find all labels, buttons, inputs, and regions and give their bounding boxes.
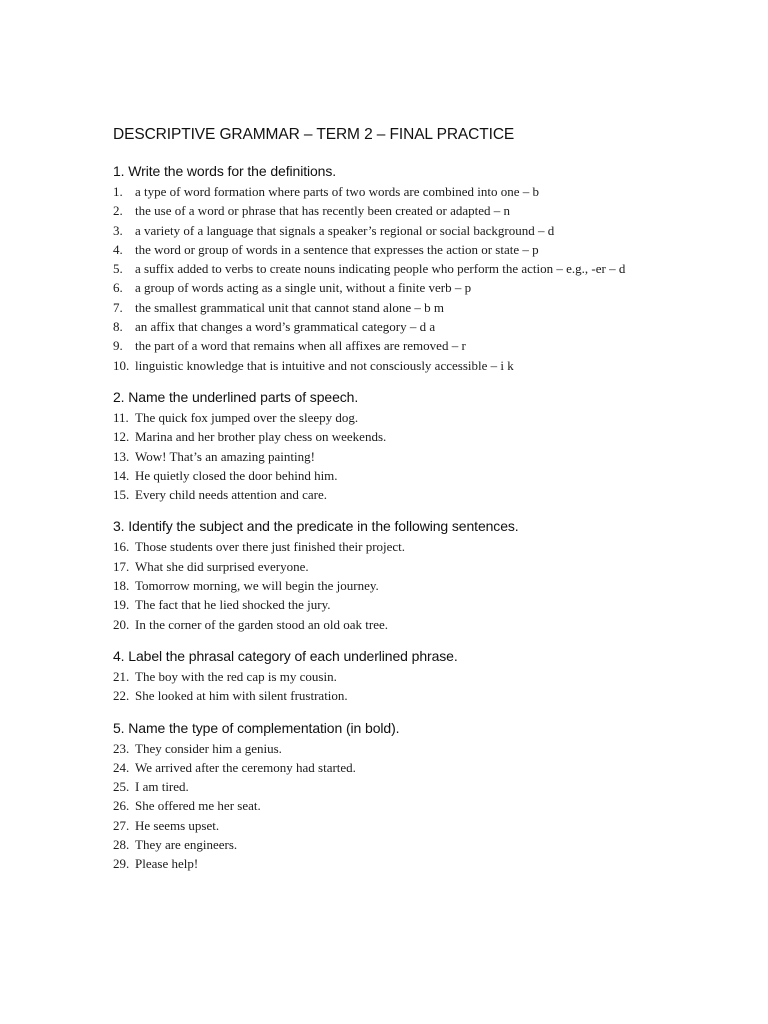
question-item (113, 259, 658, 278)
question-number: 29. (113, 856, 130, 872)
question-number: 8. (113, 319, 123, 335)
question-number: 15. (113, 487, 130, 503)
question-number: 24. (113, 759, 130, 775)
question-number: 9. (113, 338, 123, 354)
question-item (113, 557, 658, 576)
question-list (113, 182, 658, 375)
question-item (113, 835, 658, 854)
sections-container (113, 160, 658, 874)
document-title: DESCRIPTIVE GRAMMAR – TERM 2 – FINAL PRACTICE (113, 126, 515, 143)
question-text: The quick fox jumped over the sleepy dog. (135, 409, 359, 425)
section-1 (113, 160, 658, 375)
question-text: The fact that he lied shocked the jury. (135, 597, 331, 613)
section-5 (113, 717, 658, 874)
question-text: a group of words acting as a single unit, without a finite verb – p (135, 280, 472, 296)
question-text: The boy with the red cap is my cousin. (135, 668, 337, 684)
question-text: Please help! (135, 856, 199, 872)
section-heading: 2. Name the underlined parts of speech. (113, 388, 359, 405)
question-number: 21. (113, 668, 130, 684)
question-item (113, 201, 658, 220)
question-text: an affix that changes a word’s grammatical category – d a (135, 319, 436, 335)
question-number: 2. (113, 203, 123, 219)
question-item (113, 221, 658, 240)
question-text: Every child needs attention and care. (135, 487, 328, 503)
question-item (113, 686, 658, 705)
question-item (113, 427, 658, 446)
question-number: 17. (113, 558, 130, 574)
question-list (113, 667, 658, 706)
section-heading: 5. Name the type of complementation (in bold). (113, 719, 400, 736)
question-text: Wow! That’s an amazing painting! (135, 448, 315, 464)
section-heading: 1. Write the words for the definitions. (113, 163, 337, 179)
question-text: linguistic knowledge that is intuitive and not consciously accessible – i k (135, 357, 514, 373)
question-number: 12. (113, 429, 130, 445)
section-2 (113, 386, 658, 504)
question-text: He seems upset. (135, 817, 220, 833)
question-number: 5. (113, 261, 123, 277)
question-text: the part of a word that remains when all affixes are removed – r (135, 338, 466, 354)
question-item (113, 816, 658, 835)
question-text: They consider him a genius. (135, 740, 282, 756)
question-item (113, 182, 658, 201)
question-number: 4. (113, 241, 123, 257)
question-list (113, 739, 658, 874)
question-number: 23. (113, 740, 130, 756)
question-item (113, 615, 658, 634)
question-number: 1. (113, 184, 123, 199)
question-text: Those students over there just finished their project. (135, 539, 406, 555)
question-item (113, 298, 658, 317)
question-number: 22. (113, 688, 130, 704)
question-item (113, 240, 658, 259)
section-3 (113, 515, 658, 633)
question-item (113, 466, 658, 485)
question-list (113, 537, 658, 633)
question-number: 20. (113, 616, 130, 632)
question-item (113, 408, 658, 427)
question-list (113, 408, 658, 504)
question-text: the smallest grammatical unit that cannot stand alone – b m (135, 299, 445, 315)
question-item (113, 739, 658, 758)
document-content (113, 124, 658, 885)
section-heading: 3. Identify the subject and the predicate in the following sentences. (113, 518, 519, 535)
question-item (113, 537, 658, 556)
question-text: She offered me her seat. (135, 798, 261, 814)
question-number: 19. (113, 597, 130, 613)
question-text: the use of a word or phrase that has recently been created or adapted – n (135, 203, 511, 219)
question-text: She looked at him with silent frustration. (135, 688, 348, 704)
question-item (113, 317, 658, 336)
question-item (113, 854, 658, 873)
question-number: 11. (113, 409, 129, 425)
question-text: Marina and her brother play chess on weekends. (135, 429, 387, 445)
question-text: a type of word formation where parts of two words are combined into one – b (135, 184, 539, 199)
question-number: 6. (113, 280, 123, 296)
question-item (113, 758, 658, 777)
question-number: 16. (113, 539, 130, 555)
question-text: Tomorrow morning, we will begin the journey. (135, 578, 379, 594)
section-heading: 4. Label the phrasal category of each underlined phrase. (113, 647, 458, 664)
question-text: In the corner of the garden stood an old oak tree. (135, 616, 389, 632)
question-number: 27. (113, 817, 130, 833)
question-number: 3. (113, 222, 123, 238)
question-item (113, 278, 658, 297)
question-number: 26. (113, 798, 130, 814)
question-text: They are engineers. (135, 837, 238, 853)
question-text: I am tired. (135, 779, 189, 795)
question-number: 28. (113, 837, 130, 853)
question-item (113, 447, 658, 466)
question-item (113, 796, 658, 815)
question-text: a suffix added to verbs to create nouns indicating people who perform the action – e.g., -er – d (135, 261, 626, 277)
section-4 (113, 645, 658, 706)
question-item (113, 667, 658, 686)
question-number: 14. (113, 467, 130, 483)
question-item (113, 777, 658, 796)
question-item (113, 576, 658, 595)
question-text: What she did surprised everyone. (135, 558, 309, 574)
question-number: 25. (113, 779, 130, 795)
question-text: He quietly closed the door behind him. (135, 467, 338, 483)
question-text: the word or group of words in a sentence that expresses the action or state – p (135, 241, 539, 257)
question-item (113, 485, 658, 504)
question-item (113, 336, 658, 355)
question-text: a variety of a language that signals a speaker’s regional or social background – d (135, 222, 555, 238)
question-number: 13. (113, 448, 130, 464)
question-number: 18. (113, 578, 130, 594)
question-item (113, 595, 658, 614)
question-item (113, 356, 658, 375)
question-text: We arrived after the ceremony had started. (135, 759, 356, 775)
question-number: 10. (113, 357, 130, 373)
question-number: 7. (113, 299, 123, 315)
